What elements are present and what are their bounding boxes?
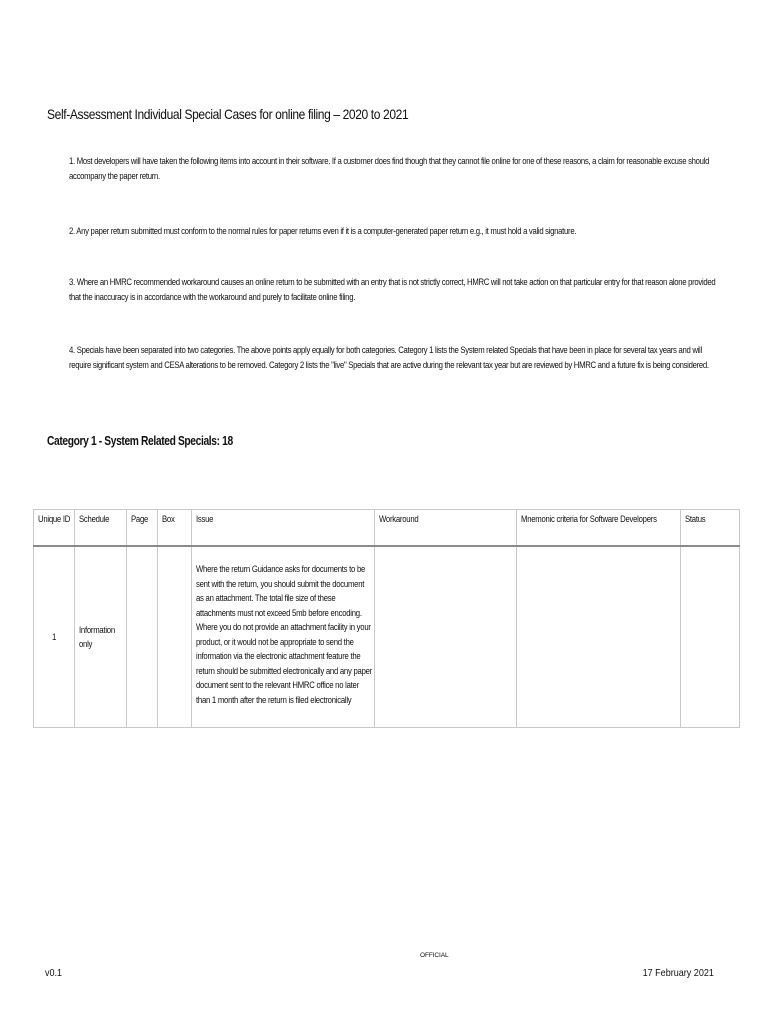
paragraph-4: 4. Specials have been separated into two categories. The above points apply equally for both categories. Category 1 lists the System related Specials that have been in place for several tax years and will require significant system and CESA alterations to be removed. Category 2 lists the "live" Specials that are active during the relevant tax year but are reviewed by HMRC and a future fix is being considered.: [69, 345, 709, 370]
classification-label: OFFICIAL: [420, 952, 449, 959]
cell-issue: Where the return Guidance asks for documents to be sent with the return, you should submit the document as an attachment. The total file size of these attachments must not exceed 5mb before encoding. Where you do not provide an attachment facility in your product, or it would not be appropriate to send the information via the electronic attachment feature the return should be submitted electronically and any paper document sent to the relevant HMRC office no later than 1 month after the return is filed electronically: [192, 546, 375, 728]
table-row: [34, 546, 740, 728]
specials-table: [33, 509, 740, 728]
document-date: 17 February 2021: [642, 967, 714, 979]
cell-status: [681, 546, 740, 728]
paragraph-3: 3. Where an HMRC recommended workaround causes an online return to be submitted with an entry that is not strictly correct, HMRC will not take action on that particular entry for that reason alone provided that the inaccuracy is in accordance with the workaround and purely to facilitate online filing.: [69, 277, 716, 302]
cell-unique-id: 1: [34, 546, 75, 728]
category-heading: Category 1 - System Related Specials: 18: [47, 434, 233, 448]
document-title: Self-Assessment Individual Special Cases for online filing – 2020 to 2021: [47, 106, 409, 122]
cell-mnemonic: [517, 546, 681, 728]
cell-schedule: Information only: [75, 546, 127, 728]
table-header-row: [34, 510, 740, 547]
paragraph-2: 2. Any paper return submitted must conform to the normal rules for paper returns even if it is a computer-generated paper return e.g., it must hold a valid signature.: [69, 226, 577, 236]
cell-box: [158, 546, 192, 728]
cell-page: [127, 546, 158, 728]
column-header-status: Status: [681, 510, 740, 547]
column-header-box: Box: [158, 510, 192, 547]
version-label: v0.1: [45, 967, 63, 979]
column-header-page: Page: [127, 510, 158, 547]
column-header-workaround: Workaround: [375, 510, 517, 547]
column-header-issue: Issue: [192, 510, 375, 547]
paragraph-1: 1. Most developers will have taken the following items into account in their software. If a customer does find though that they cannot file online for one of these reasons, a claim for reasonable excuse should accompany the paper return.: [69, 156, 710, 181]
column-header-schedule: Schedule: [75, 510, 127, 547]
column-header-unique-id: Unique ID: [34, 510, 75, 547]
cell-workaround: [375, 546, 517, 728]
column-header-mnemonic: Mnemonic criteria for Software Developers: [517, 510, 681, 547]
